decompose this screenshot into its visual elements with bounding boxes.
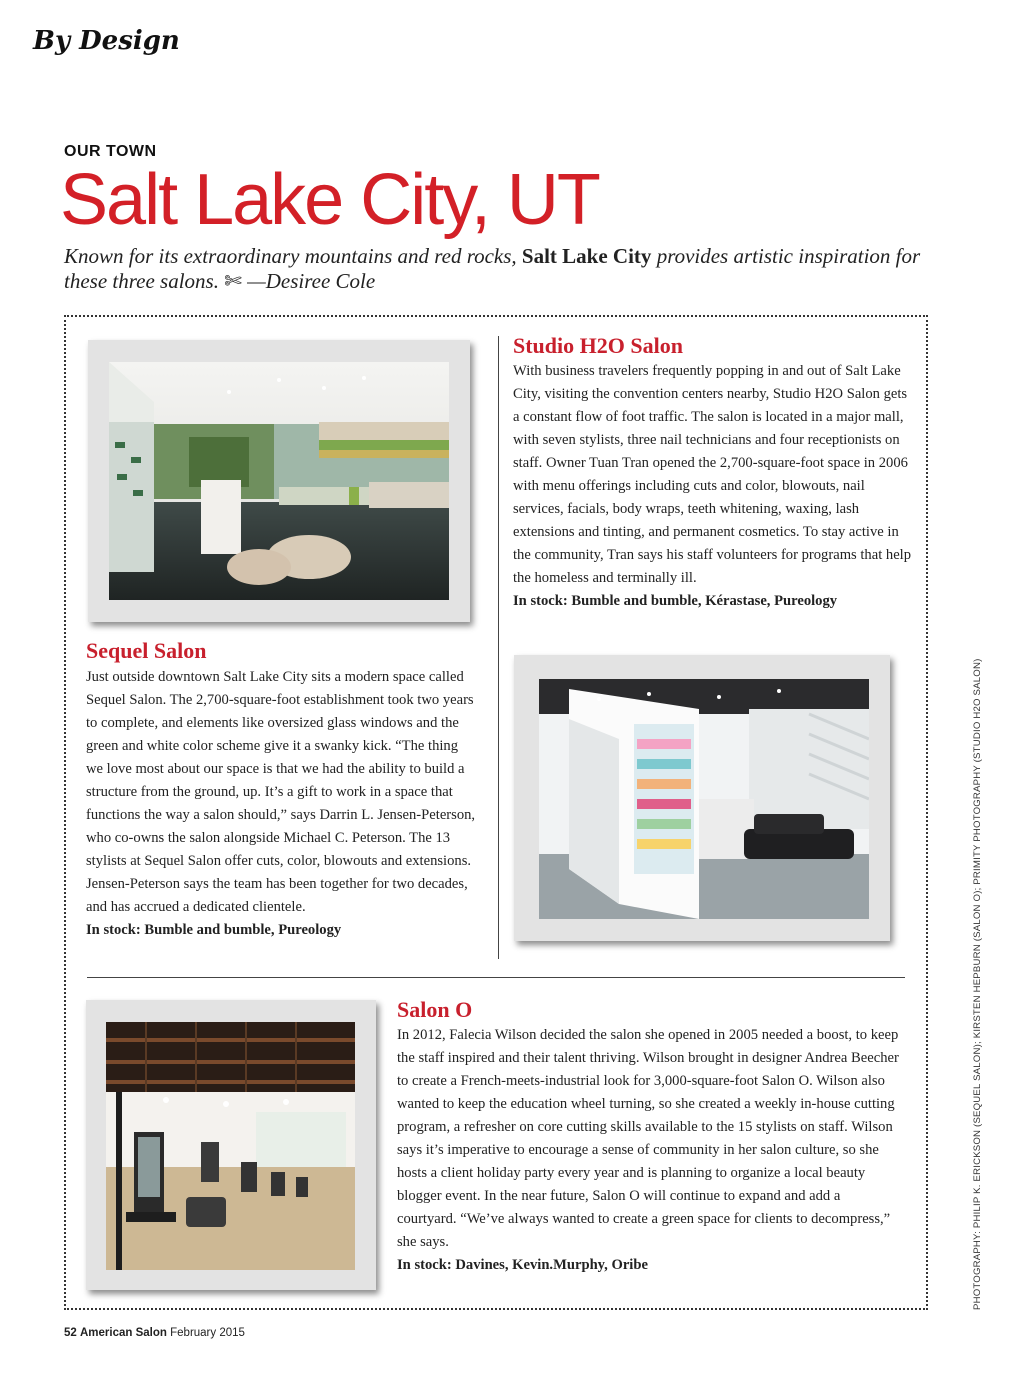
column-divider: [498, 336, 499, 959]
page-footer: [64, 1327, 245, 1339]
dek: [64, 244, 924, 294]
salon-o-body: [397, 1024, 903, 1277]
salon-o-text: In 2012, Falecia Wilson decided the salon she opened in 2005 needed a boost, to keep the staff inspired and their talent thriving. Wilson brought in designer Andrea Beecher to create a French-meets-industrial look for 3,000-square-foot Salon O. Wilson also wanted to keep the education wheel turning, so she created a weekly in-house cutting program, a refresher on core cutting skills available to the 15 stylists on staff. Wilson says it’s imperative to encourage a sense of community in her salon culture, so she hosts a client holiday party every year and is planning to organize a local beauty blogger event. In the near future, Salon O will continue to expand and add a courtyard. “We’ve always wanted to create a green space for clients to decompress,” she says.: [397, 1027, 899, 1250]
issue-date: February 2015: [170, 1327, 245, 1339]
dek-bold: Salt Lake City: [521, 244, 652, 268]
sequel-salon-photo: [109, 362, 449, 600]
sequel-body: [86, 666, 476, 942]
photo-credit: PHOTOGRAPHY: PHILIP K. ERICKSON (SEQUEL SALON); KIRSTEN HEPBURN (SALON O); PRIMITY PHOTOGRAPHY (STUDIO H2O SALON): [972, 658, 983, 1310]
salon-o-stock: In stock: Davines, Kevin.Murphy, Oribe: [397, 1257, 648, 1273]
section-tag: By Design: [33, 26, 180, 56]
salon-o-photo-frame: [86, 1000, 376, 1290]
studio-h2o-stock: In stock: Bumble and bumble, Kérastase, Pureology: [513, 593, 838, 609]
salon-o-title: Salon O: [397, 997, 473, 1022]
sequel-stock: In stock: Bumble and bumble, Pureology: [86, 922, 342, 938]
sequel-text: Just outside downtown Salt Lake City sits a modern space called Sequel Salon. The 2,700-square-foot establishment took two years to complete, and elements like oversized glass windows and the green and white color scheme give it a swanky kick. “The thing we love most about our space is that we had the ability to build a structure from the ground, up. It’s a gift to work in a space that functions the way a salon should,” says Darrin L. Jensen-Peterson, who co-owns the salon alongside Michael C. Peterson. The 13 stylists at Sequel Salon offer cuts, color, blowouts and extensions. Jensen-Peterson says the team has been together for two decades, and has accrued a dedicated clientele.: [86, 669, 476, 915]
sequel-photo-frame: [88, 340, 470, 622]
sequel-title: Sequel Salon: [86, 638, 207, 663]
studio-h2o-photo: [539, 679, 869, 919]
studio-h2o-title: Studio H2O Salon: [513, 333, 683, 358]
kicker: OUR TOWN: [64, 143, 157, 160]
dek-text-end: provides artistic inspiration for these three salons.: [64, 244, 921, 293]
salon-o-photo: [106, 1022, 355, 1270]
magazine-name: American Salon: [80, 1327, 167, 1339]
dek-author: —Desiree Cole: [247, 269, 376, 293]
page-number: 52: [64, 1327, 77, 1339]
studio-h2o-photo-frame: [514, 655, 890, 941]
dek-text: Known for its extraordinary mountains and red rocks,: [64, 244, 522, 268]
studio-h2o-body: [513, 360, 913, 613]
studio-h2o-text: With business travelers frequently popping in and out of Salt Lake City, visiting the convention centers nearby, Studio H2O Salon gets a constant flow of foot traffic. The salon is located in a major mall, with seven stylists, three nail technicians and four receptionists on staff. Owner Tuan Tran opened the 2,700-square-foot space in 2006 with menu offerings including cuts and color, blowouts, nail services, facials, body wraps, teeth whitening, waxing, lash extensions and tinting, and permanent cosmetics. To stay active in the community, Tran says his staff volunteers for programs that help the homeless and terminally ill.: [513, 363, 912, 586]
page-title: Salt Lake City, UT: [60, 160, 599, 240]
scissors-icon: ✄: [224, 269, 242, 293]
section-divider: [87, 977, 905, 978]
